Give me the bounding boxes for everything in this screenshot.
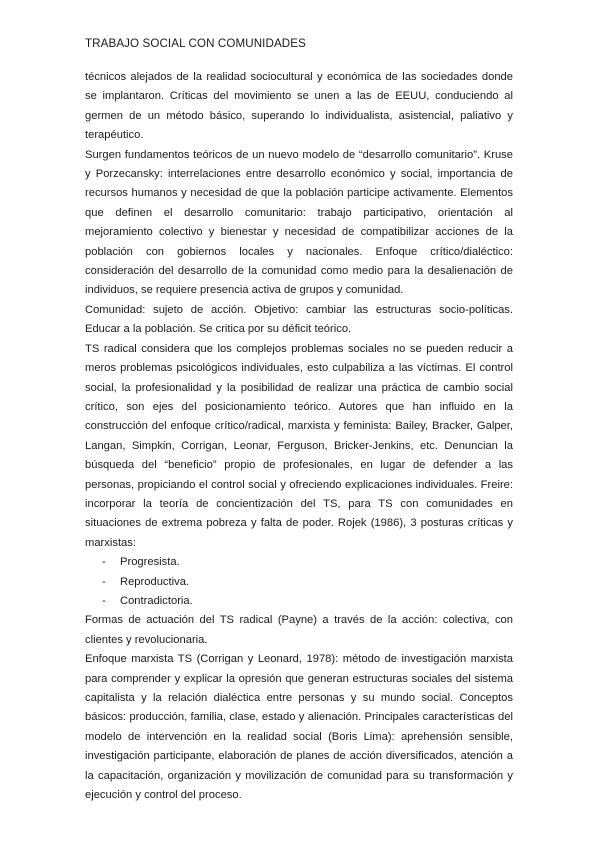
page-header: TRABAJO SOCIAL CON COMUNIDADES [85, 37, 306, 50]
paragraph: Surgen fundamentos teóricos de un nuevo modelo de “desarrollo comunitario”. Kruse y Porzecansky: interrelaciones entre desarrollo económico y social, importancia de recursos humanos y necesidad de que la población participe activamente. Elementos que definen el desarrollo comunitario: trabajo participativo, orientación al mejoramiento colectivo y bienestar y necesidad de compatibilizar acciones de la población con gobiernos locales y nacionales. Enfoque crítico/dialéctico: consideración del desarrollo de la comunidad como medio para la desalienación de individuos, se requiere presencia activa de grupos y comunidad. [85, 148, 513, 297]
paragraph: TS radical considera que los complejos problemas sociales no se pueden reducir a meros problemas psicológicos individuales, esto culpabiliza a las víctimas. El control social, la profesionalidad y la posibilidad de realizar una práctica de cambio social crítico, son ejes del posicionamiento teórico. Autores que han influido en la construcción del enfoque crítico/radical, marxista y feminista: Bailey, Bracker, Galper, Langan, Simpkin, Corrigan, Leonar, Ferguson, Bricker-Jenkins, etc. Denuncian la búsqueda del “beneficio” propio de profesionales, en lugar de defender a las personas, propiciando el control social y ofreciendo explicaciones individuales. Freire: incorporar la teoría de concientización del TS, para TS con comunidades en situaciones de extrema pobreza y falta de poder. Rojek (1986), 3 posturas críticas y marxistas: [85, 342, 513, 549]
paragraph: Comunidad: sujeto de acción. Objetivo: cambiar las estructuras socio-políticas. Educar a la población. Se critica por su déficit teórico. [85, 303, 513, 336]
paragraph: Enfoque marxista TS (Corrigan y Leonard, 1978): método de investigación marxista para comprender y explicar la opresión que generan estructuras sociales del sistema capitalista y la relación dialéctica entre personas y su mundo social. Conceptos básicos: producción, familia, clase, estado y alienación. Principales características del modelo de intervención en la realidad social (Boris Lima): aprehensión sensible, investigación participante, elaboración de planes de acción diversificados, atención a la capacitación, organización y movilización de comunidad para su transformación y ejecución y control del proceso. [85, 653, 513, 802]
paragraph: Formas de actuación del TS radical (Payne) a través de la acción: colectiva, con clientes y revolucionaria. [85, 614, 513, 646]
list-item: - Progresista. [85, 553, 513, 572]
paragraph: técnicos alejados de la realidad sociocultural y económica de las sociedades donde se implantaron. Críticas del movimiento se unen a las de EEUU, conduciendo al germen de un método básico, superando lo individualista, asistencial, paliativo y terapéutico. [85, 71, 513, 142]
list-item: - Reproductiva. [85, 573, 513, 592]
document-body [85, 68, 513, 805]
postures-list [85, 553, 513, 611]
list-item: - Contradictoria. [85, 592, 513, 611]
